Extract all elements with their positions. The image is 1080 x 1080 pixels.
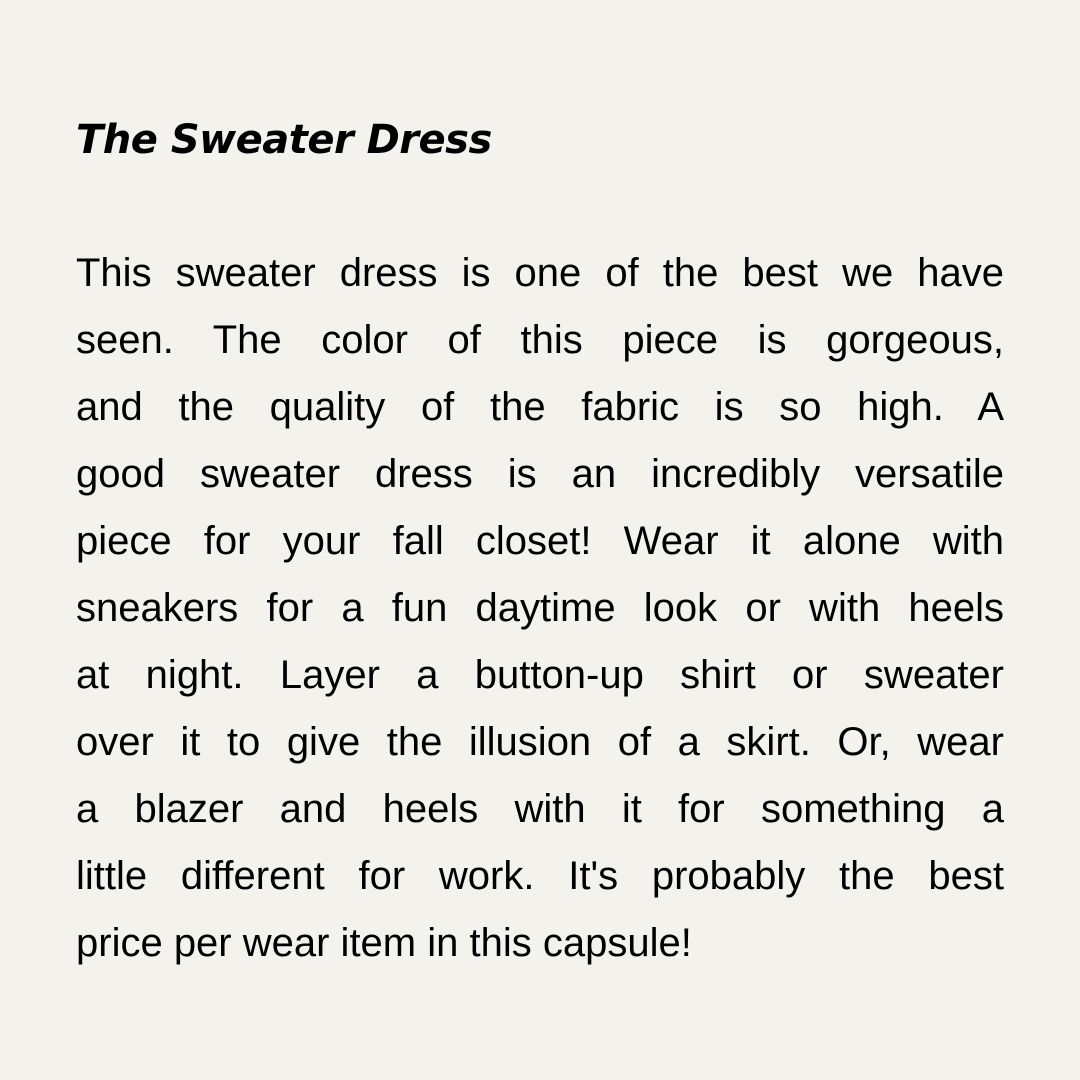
body-line: a blazer and heels with it for something a [76, 787, 1004, 831]
body-line: good sweater dress is an incredibly versatile [76, 452, 1004, 496]
document-body [76, 240, 1004, 977]
body-line: piece for your fall closet! Wear it alone with [76, 519, 1004, 563]
body-line: and the quality of the fabric is so high. A [76, 385, 1004, 429]
body-line: This sweater dress is one of the best we have [76, 251, 1004, 295]
body-line-last: price per wear item in this capsule! [76, 921, 692, 965]
document-title: The Sweater Dress [76, 117, 492, 163]
body-line: sneakers for a fun daytime look or with heels [76, 586, 1004, 630]
body-line: little different for work. It's probably the best [76, 854, 1004, 898]
body-line: seen. The color of this piece is gorgeous, [76, 318, 1004, 362]
body-line: over it to give the illusion of a skirt. Or, wear [76, 720, 1004, 764]
body-line: at night. Layer a button-up shirt or sweater [76, 653, 1004, 697]
